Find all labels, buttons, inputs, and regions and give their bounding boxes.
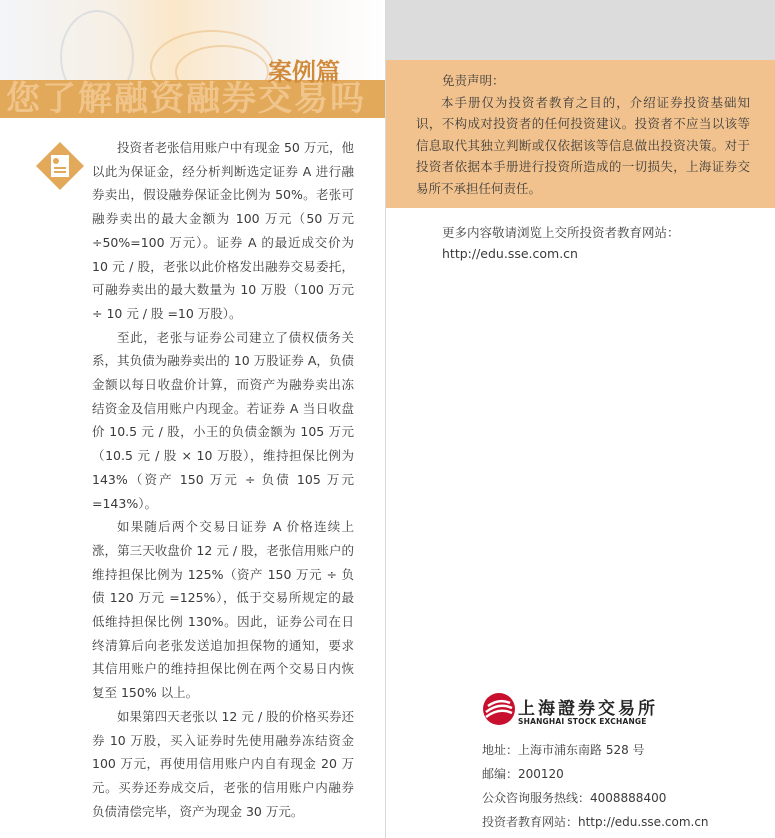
case-paragraph-3: 如果随后两个交易日证券 A 价格连续上涨，第三天收盘价 12 元 / 股，老张信用账户的维持担保比例为 125%（资产 150 万元 ÷ 负债 120 万元 =125%），低于交易所规定的最低维持担保比例 130%。因此，证券公司在日终清算后向老张发送追加担保物的通知，要求其信用账户的维持担保比例在两个交易日内恢复至 150% 以上。 [92, 519, 354, 701]
case-body [92, 136, 354, 823]
disclaimer-box [386, 60, 775, 208]
case-paragraph-2: 至此，老张与证券公司建立了债权债务关系，其负债为融券卖出的 10 万股证券 A，负债金额以每日收盘价计算，而资产为融券卖出冻结资金及信用账户内现金。若证券 A 当日收盘价 10.5 元 / 股，小王的负债金额为 105 万元（10.5 元 / 股 × 10 万股），维持担保比例为 143%（资产 150 万元 ÷ 负债 105 万元 =143%）。 [92, 329, 354, 511]
right-page [385, 0, 775, 838]
logo-english-name: SHANGHAI STOCK EXCHANGE [518, 717, 647, 726]
more-info-text: 更多内容敬请浏览上交所投资者教育网站： [442, 225, 680, 240]
contact-info [482, 738, 709, 834]
left-page [0, 0, 385, 838]
disclaimer-body: 本手册仅为投资者教育之目的，介绍证券投资基础知识，不构成对投资者的任何投资建议。投资者不应当以该等信息取代其独立判断或仅依据该等信息做出投资决策。对于投资者依据本手册进行投资所造成的一切损失，上海证券交易所不承担任何责任。 [416, 94, 750, 196]
grey-header-bar [386, 0, 775, 60]
document-icon [34, 140, 86, 192]
logo-chinese-name: 上海證券交易所 [518, 699, 658, 719]
section-title: 案例篇 [268, 58, 340, 86]
hotline-line: 公众咨询服务热线：4008888400 [482, 791, 667, 805]
more-info-link[interactable]: http://edu.sse.com.cn [442, 246, 578, 261]
case-paragraph-1: 投资者老张信用账户中有现金 50 万元，他以此为保证金，经分析判断选定证券 A 进行融券卖出，假设融券保证金比例为 50%。老张可融券卖出的最大金额为 100 万元（50 万元 ÷50%=100 万元）。证券 A 的最近成交价为 10 元 / 股，老张以此价格发出融券交易委托，可融券卖出的最大数量为 10 万股（100 万元 ÷ 10 元 / 股 =10 万股）。 [92, 140, 354, 321]
website-line[interactable]: 投资者教育网站：http://edu.sse.com.cn [482, 815, 709, 829]
disclaimer-title: 免责声明： [442, 73, 505, 88]
case-paragraph-4: 如果第四天老张以 12 元 / 股的价格买券还券 10 万股，买入证券时先使用融券冻结资金 100 万元，再使用信用账户内自有现金 20 万元。买券还券成交后，老张的信用账户内融券负债清偿完毕，资产为现金 30 万元。 [92, 708, 354, 819]
more-info [442, 222, 680, 264]
address-line: 地址：上海市浦东南路 528 号 [482, 743, 645, 757]
postcode-line: 邮编：200120 [482, 767, 564, 781]
banner-text: 您了解融资融券交易吗 [6, 79, 366, 119]
